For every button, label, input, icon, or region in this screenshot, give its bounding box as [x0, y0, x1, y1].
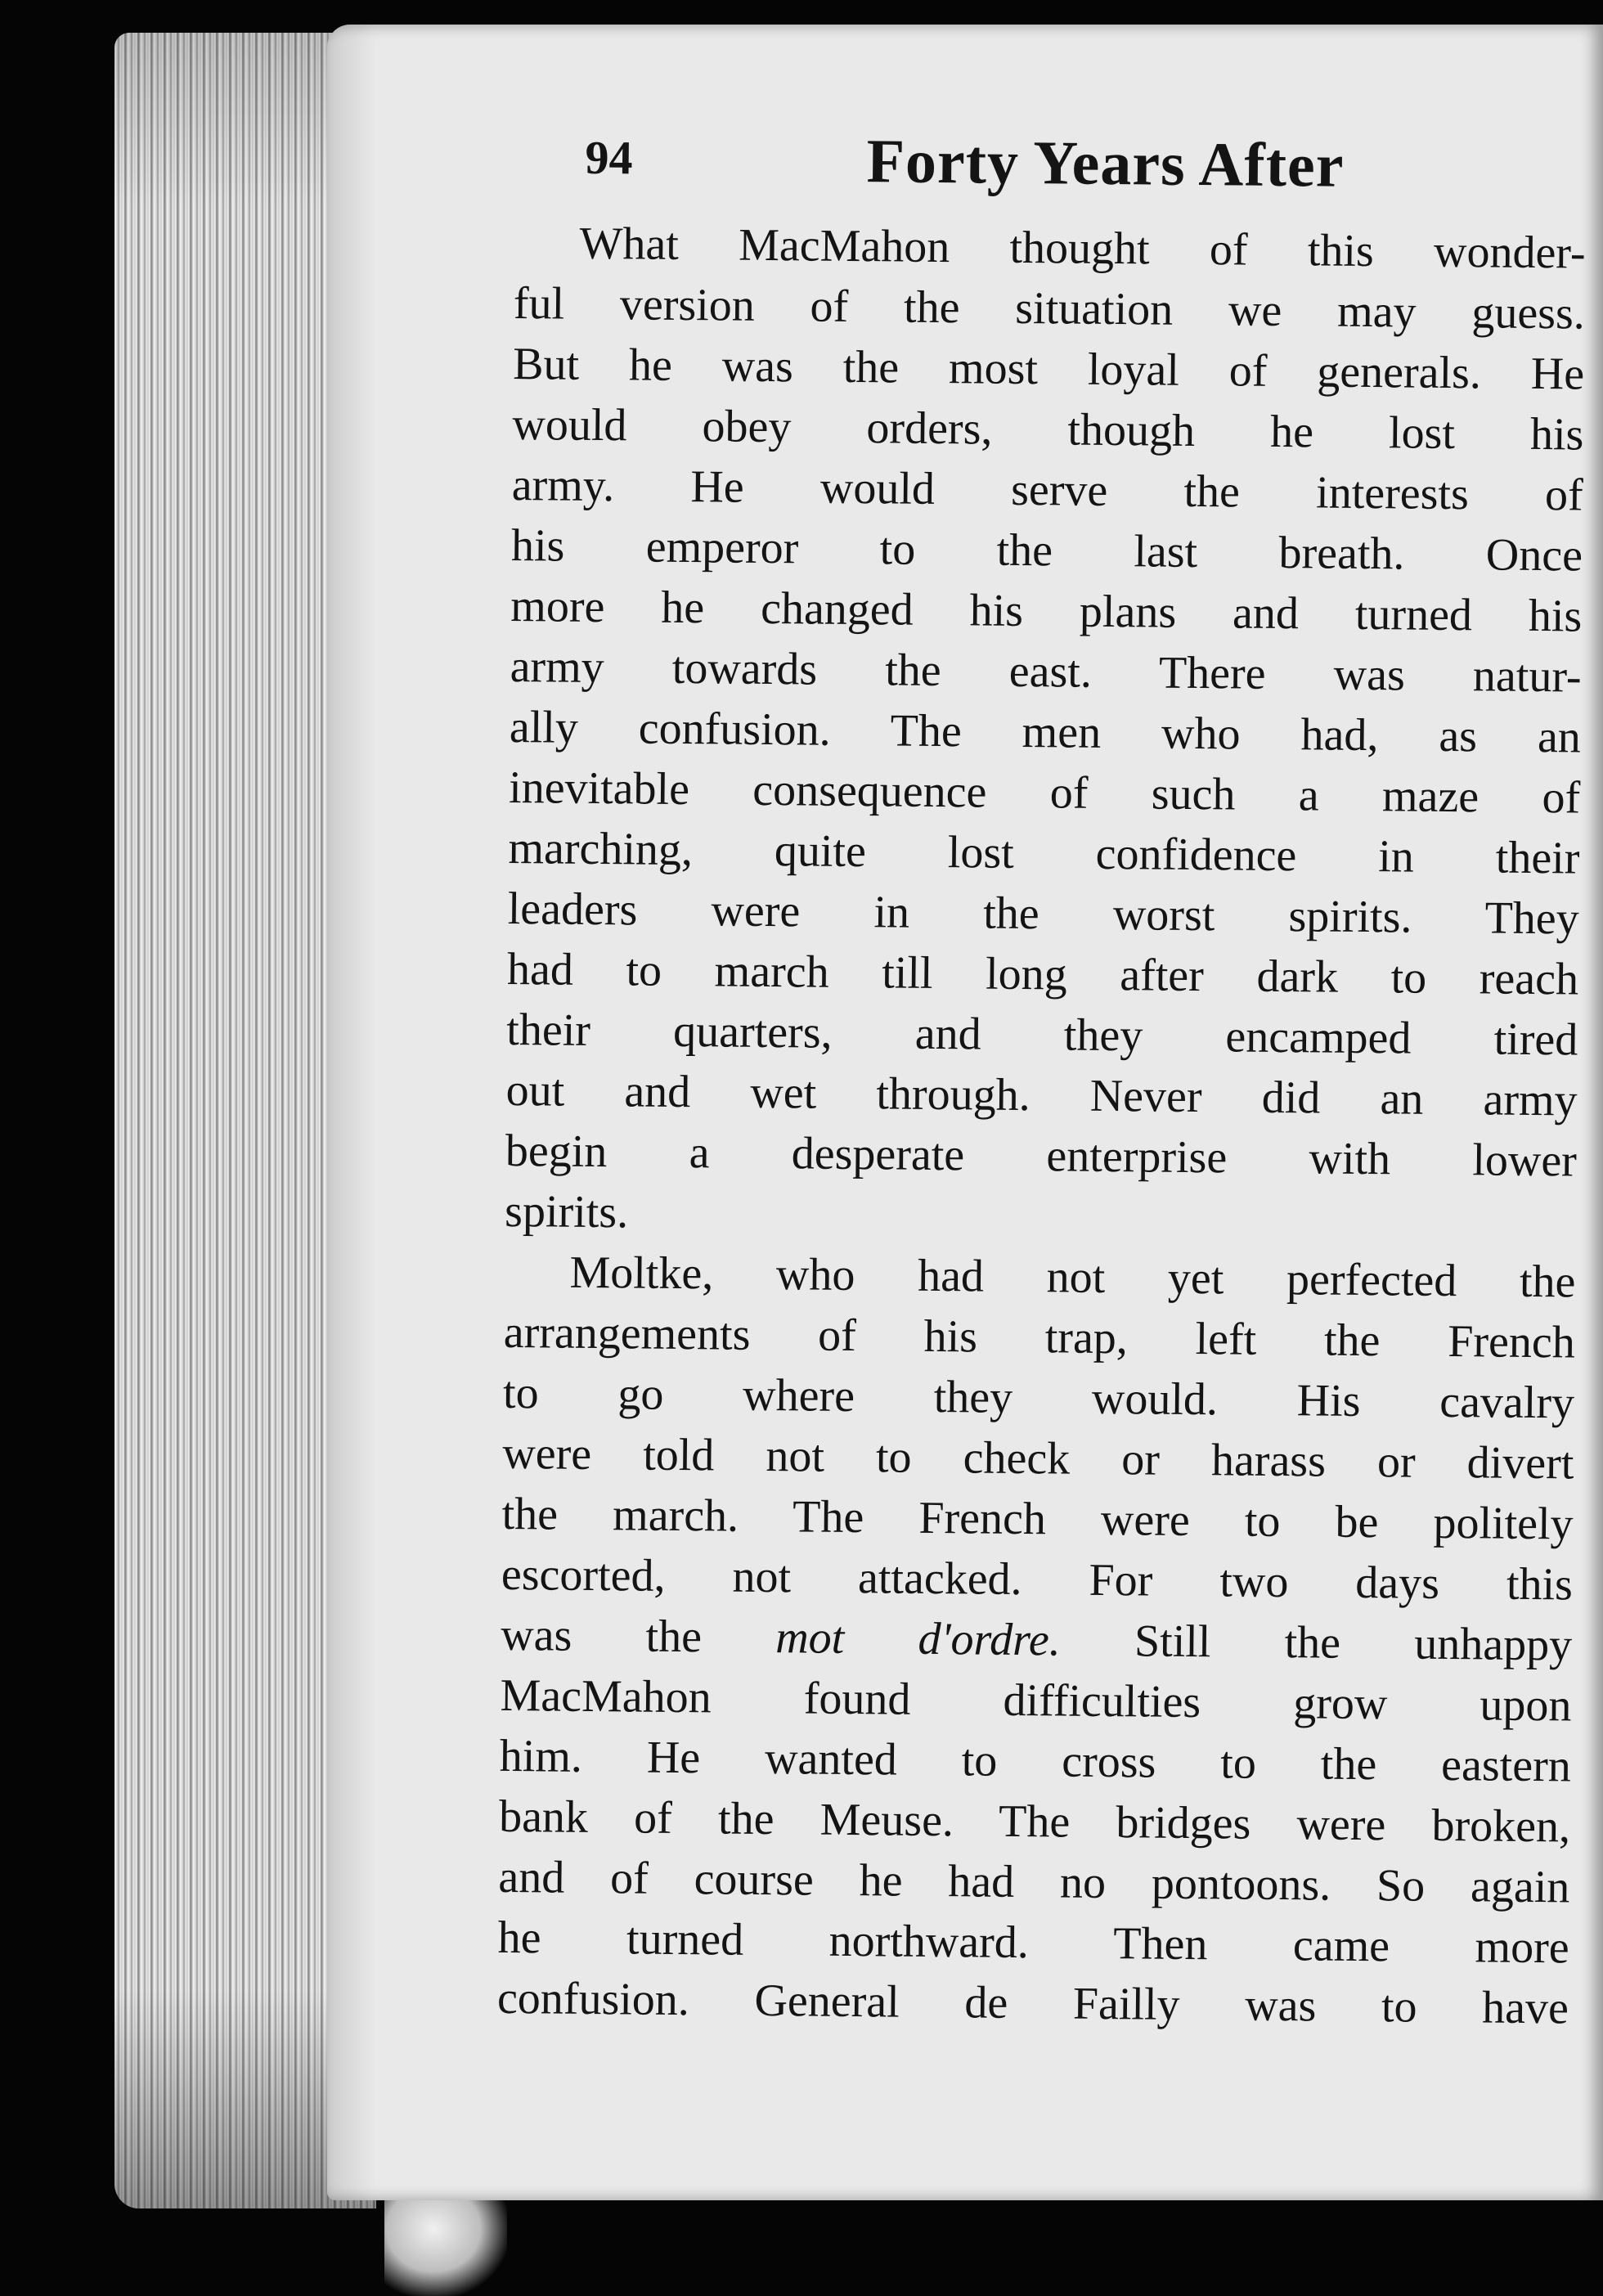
text-line: more he changed his plans and turned his	[510, 580, 1583, 642]
text-block	[497, 123, 1587, 2038]
text-line: escorted, not attacked. For two days this	[501, 1548, 1574, 1611]
text-line: confusion. General de Failly was to have	[496, 1972, 1569, 2034]
paragraph-1	[505, 213, 1586, 1252]
text-line: the march. The French were to be politely	[501, 1488, 1574, 1550]
page-number: 94	[585, 130, 633, 185]
text-line: to go where they would. His cavalry	[502, 1367, 1575, 1429]
running-title: Forty Years After	[866, 127, 1345, 200]
text-line: he turned northward. Then came more	[497, 1912, 1569, 1974]
text-line: marching, quite lost confidence in their	[508, 822, 1580, 884]
text-line: Moltke, who had not yet perfected the	[569, 1247, 1576, 1308]
text-line: would obey orders, though he lost his	[512, 398, 1584, 461]
text-line: were told not to check or harass or divert	[502, 1427, 1574, 1489]
text-line: army. He would serve the interests of	[511, 459, 1583, 521]
running-head	[514, 123, 1587, 223]
text-fragment: Still the unhappy	[1060, 1615, 1573, 1671]
text-line: his emperor to the last breath. Once	[510, 519, 1583, 582]
text-line: But he was the most loyal of generals. He	[512, 338, 1585, 400]
text-line: begin a desperate enterprise with lower	[505, 1125, 1578, 1187]
text-line: bank of the Meuse. The bridges were broken,	[498, 1791, 1571, 1853]
paragraph-2	[497, 1242, 1576, 2039]
italic-phrase: mot d'ordre.	[775, 1612, 1062, 1666]
text-line: ful version of the situation we may guess.	[513, 277, 1586, 339]
text-line: arrangements of his trap, left the French	[503, 1306, 1576, 1368]
text-line: ally confusion. The men who had, as an	[509, 701, 1582, 763]
text-line: inevitable consequence of such a maze of	[508, 762, 1581, 824]
text-line: him. He wanted to cross to the eastern	[499, 1730, 1572, 1792]
text-fragment: was the	[500, 1609, 776, 1664]
text-line: out and wet through. Never did an army	[505, 1064, 1578, 1126]
text-line: their quarters, and they encamped tired	[506, 1004, 1578, 1066]
text-line: MacMahon found difficulties grow upon	[500, 1669, 1572, 1732]
text-line: spirits.	[504, 1185, 629, 1238]
text-line: and of course he had no pontoons. So again	[498, 1851, 1570, 1913]
thumb-highlight	[384, 2200, 507, 2296]
text-line: leaders were in the worst spirits. They	[507, 883, 1580, 945]
text-line-italic	[501, 1605, 1573, 1676]
text-line: had to march till long after dark to reach	[506, 943, 1579, 1005]
text-line: army towards the east. There was natur-	[510, 640, 1582, 703]
bottom-shadow	[0, 2208, 1603, 2296]
text-line: What MacMahon thought of this wonder-	[579, 218, 1586, 279]
